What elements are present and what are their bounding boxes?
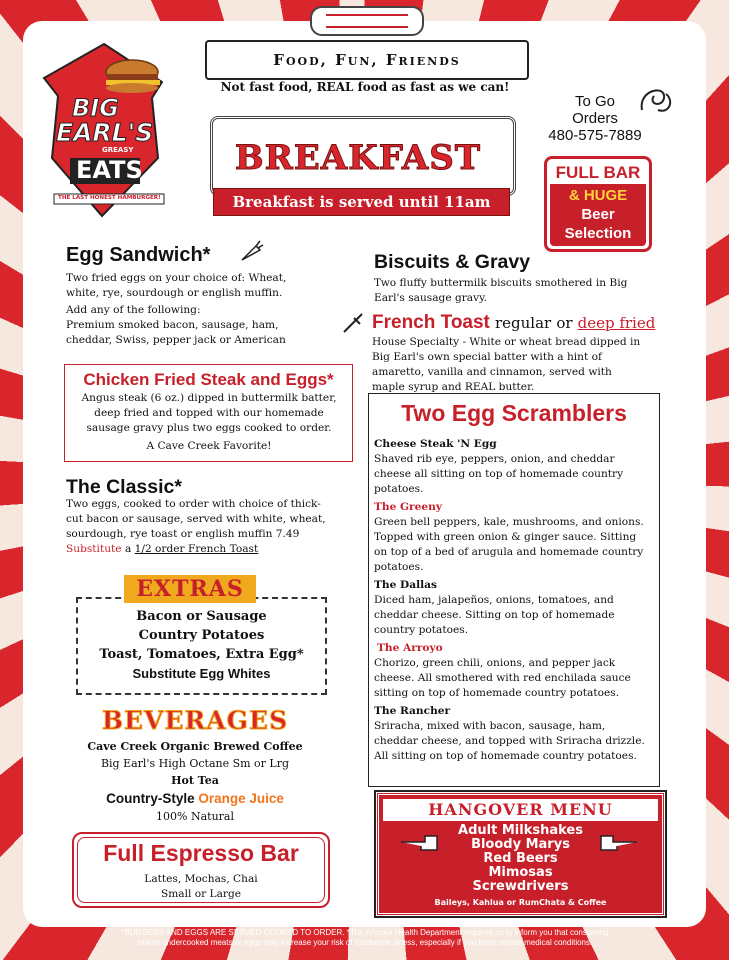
scrambler-name: The Arroyo xyxy=(377,642,443,654)
pointing-hand-left-icon xyxy=(399,831,439,857)
pointing-hand-right-icon xyxy=(599,831,639,857)
scramblers-title: Two Egg Scramblers xyxy=(401,400,627,426)
full-bar-line1: FULL BAR xyxy=(550,162,646,184)
carrot-icon xyxy=(238,238,264,268)
hangover-footer: Baileys, Kahlua or RumChata & Coffee xyxy=(434,898,607,907)
extras-item: Country Potatoes xyxy=(138,628,265,643)
scramblers-list xyxy=(374,436,652,764)
egg-sandwich-options: Premium smoked bacon, sausage, ham, cheddar, Swiss, pepper jack or American xyxy=(66,319,286,346)
full-bar-line3: Beer xyxy=(581,206,615,223)
beverage-natural: 100% Natural xyxy=(156,810,234,823)
full-bar-line4: Selection xyxy=(564,225,632,242)
scrambler-name: The Greeny xyxy=(374,501,442,513)
to-go-orders xyxy=(540,93,650,144)
extras-title: EXTRAS xyxy=(136,576,244,602)
breakfast-hours: Breakfast is served until 11am xyxy=(213,188,510,216)
french-toast-title: French Toast xyxy=(372,312,490,333)
espresso-box xyxy=(72,832,330,908)
egg-sandwich-desc: Two fried eggs on your choice of: Wheat, white, rye, sourdough or english muffin. xyxy=(66,272,287,299)
beverage-coffee: Cave Creek Organic Brewed Coffee xyxy=(87,740,303,753)
footer-disclaimer xyxy=(40,928,690,948)
substitute-label: Substitute xyxy=(66,543,122,555)
tagline: Not fast food, REAL food as fast as we can! xyxy=(220,80,510,94)
extras-item: Substitute Egg Whites xyxy=(132,666,271,681)
oj-orange: Orange Juice xyxy=(198,791,284,806)
oj-label: Country-Style xyxy=(106,791,195,806)
top-scroll-ornament xyxy=(310,6,424,36)
biscuits-desc: Two fluffy buttermilk biscuits smothered in Big Earl's sausage gravy. xyxy=(374,277,628,304)
scramblers-box xyxy=(368,393,660,787)
french-toast-desc: House Specialty - White or wheat bread dipped in Big Earl's own special batter with a hint of amaretto, vanilla and cinnamon, served with maple syrup and REAL butter. xyxy=(372,336,641,393)
french-toast-heading xyxy=(372,312,655,334)
footer-line1: *BURGERS AND EGGS ARE SERVED COOKED TO ORDER. *The Arizona Health Department requires us to inform you that consuming xyxy=(121,928,609,937)
french-toast-or: or xyxy=(556,314,573,332)
chicken-fried-note: A Cave Creek Favorite! xyxy=(146,440,272,452)
classic-substitute xyxy=(66,542,328,557)
hangover-item: Adult Milkshakes xyxy=(458,823,583,838)
hangover-item: Screwdrivers xyxy=(472,879,569,894)
logo-greasy: GREASY xyxy=(102,146,134,154)
big-earls-logo xyxy=(42,38,187,218)
extras-item: Bacon or Sausage xyxy=(136,609,267,624)
espresso-line2: Small or Large xyxy=(160,888,242,900)
scrambler-desc: Chorizo, green chili, onions, and pepper jack cheese. All smothered with red enchilada sauce sitting on top of homemade country potatoes. xyxy=(374,657,631,699)
beverage-tea: Hot Tea xyxy=(171,774,219,787)
substitute-a: a xyxy=(124,543,132,555)
classic-title: The Classic* xyxy=(66,476,182,498)
biscuits-title: Biscuits & Gravy xyxy=(374,251,531,273)
extras-title-box xyxy=(124,575,256,603)
beverage-oj xyxy=(60,789,330,808)
full-bar-line2: & HUGE xyxy=(568,187,628,204)
beverage-high-octane: Big Earl's High Octane Sm or Lrg xyxy=(100,757,290,770)
beverages-title: BEVERAGES xyxy=(101,706,289,735)
full-bar-badge xyxy=(544,156,652,252)
extras-box xyxy=(76,597,327,695)
scrambler-name: The Rancher xyxy=(374,705,451,717)
substitute-item: 1/2 order French Toast xyxy=(134,543,259,555)
egg-sandwich-add: Add any of the following: xyxy=(66,304,201,316)
egg-sandwich-title: Egg Sandwich* xyxy=(66,244,211,266)
hangover-item: Red Beers xyxy=(483,851,558,866)
extras-item: Toast, Tomatoes, Extra Egg* xyxy=(99,647,304,662)
beverages-list xyxy=(60,738,330,825)
fork-knife-icon xyxy=(340,310,366,340)
french-toast-regular: regular xyxy=(494,314,552,332)
scrambler-desc: Sriracha, mixed with bacon, sausage, ham, cheddar cheese, and topped with Sriracha drizzle. All sitting on top of homemade country potatoes. xyxy=(374,720,645,762)
logo-tagline: THE LAST HONEST HAMBURGER! xyxy=(58,195,161,201)
chicken-fried-box xyxy=(64,364,353,462)
scrambler-desc: Green bell peppers, kale, mushrooms, and onions. Topped with green onion & ginger sauce. Sitting on top of a bed of arugula and homemade country potatoes. xyxy=(374,516,644,573)
french-toast-deep-fried: deep fried xyxy=(577,314,656,332)
hangover-menu xyxy=(376,792,665,916)
hangover-title: HANGOVER MENU xyxy=(383,799,658,821)
logo-eats: EATS xyxy=(76,156,143,184)
scrambler-name: The Dallas xyxy=(374,579,437,591)
chicken-fried-title: Chicken Fried Steak and Eggs* xyxy=(83,370,334,389)
scrambler-desc: Shaved rib eye, peppers, onion, and cheddar cheese all sitting on top of homemade country potatoes. xyxy=(374,453,624,495)
scrambler-name: Cheese Steak 'N Egg xyxy=(374,438,497,450)
classic-desc: Two eggs, cooked to order with choice of thick-cut bacon or sausage, served with white, wheat, sourdough, rye toast or english muffin 7.49 xyxy=(66,498,326,540)
breakfast-title: BREAKFAST xyxy=(234,138,482,178)
espresso-line1: Lattes, Mochas, Chai xyxy=(144,873,258,885)
chicken-fried-desc: Angus steak (6 oz.) dipped in buttermilk batter, deep fried and topped with our homemade sausage gravy plus two eggs cooked to order. xyxy=(81,392,337,434)
hangover-item: Mimosas xyxy=(488,865,553,880)
hangover-item: Bloody Marys xyxy=(471,837,570,852)
to-go-line1: To Go xyxy=(574,93,616,110)
logo-big: BIG xyxy=(72,94,119,122)
scrambler-desc: Diced ham, jalapeños, onions, tomatoes, and cheddar cheese. Sitting on top of homemade country potatoes. xyxy=(374,594,615,636)
banner: Food, Fun, Friends xyxy=(205,40,529,80)
to-go-phone: 480-575-7889 xyxy=(548,127,642,144)
footer-line2: raw or undercooked meats or eggs may increase your risk of foodborne illness, especially if you have certain medical conditions. xyxy=(137,938,593,947)
to-go-line2: Orders xyxy=(572,110,618,127)
swirl-ornament-icon xyxy=(636,80,676,120)
logo-earls: EARL'S xyxy=(56,118,154,147)
espresso-title: Full Espresso Bar xyxy=(103,840,299,866)
